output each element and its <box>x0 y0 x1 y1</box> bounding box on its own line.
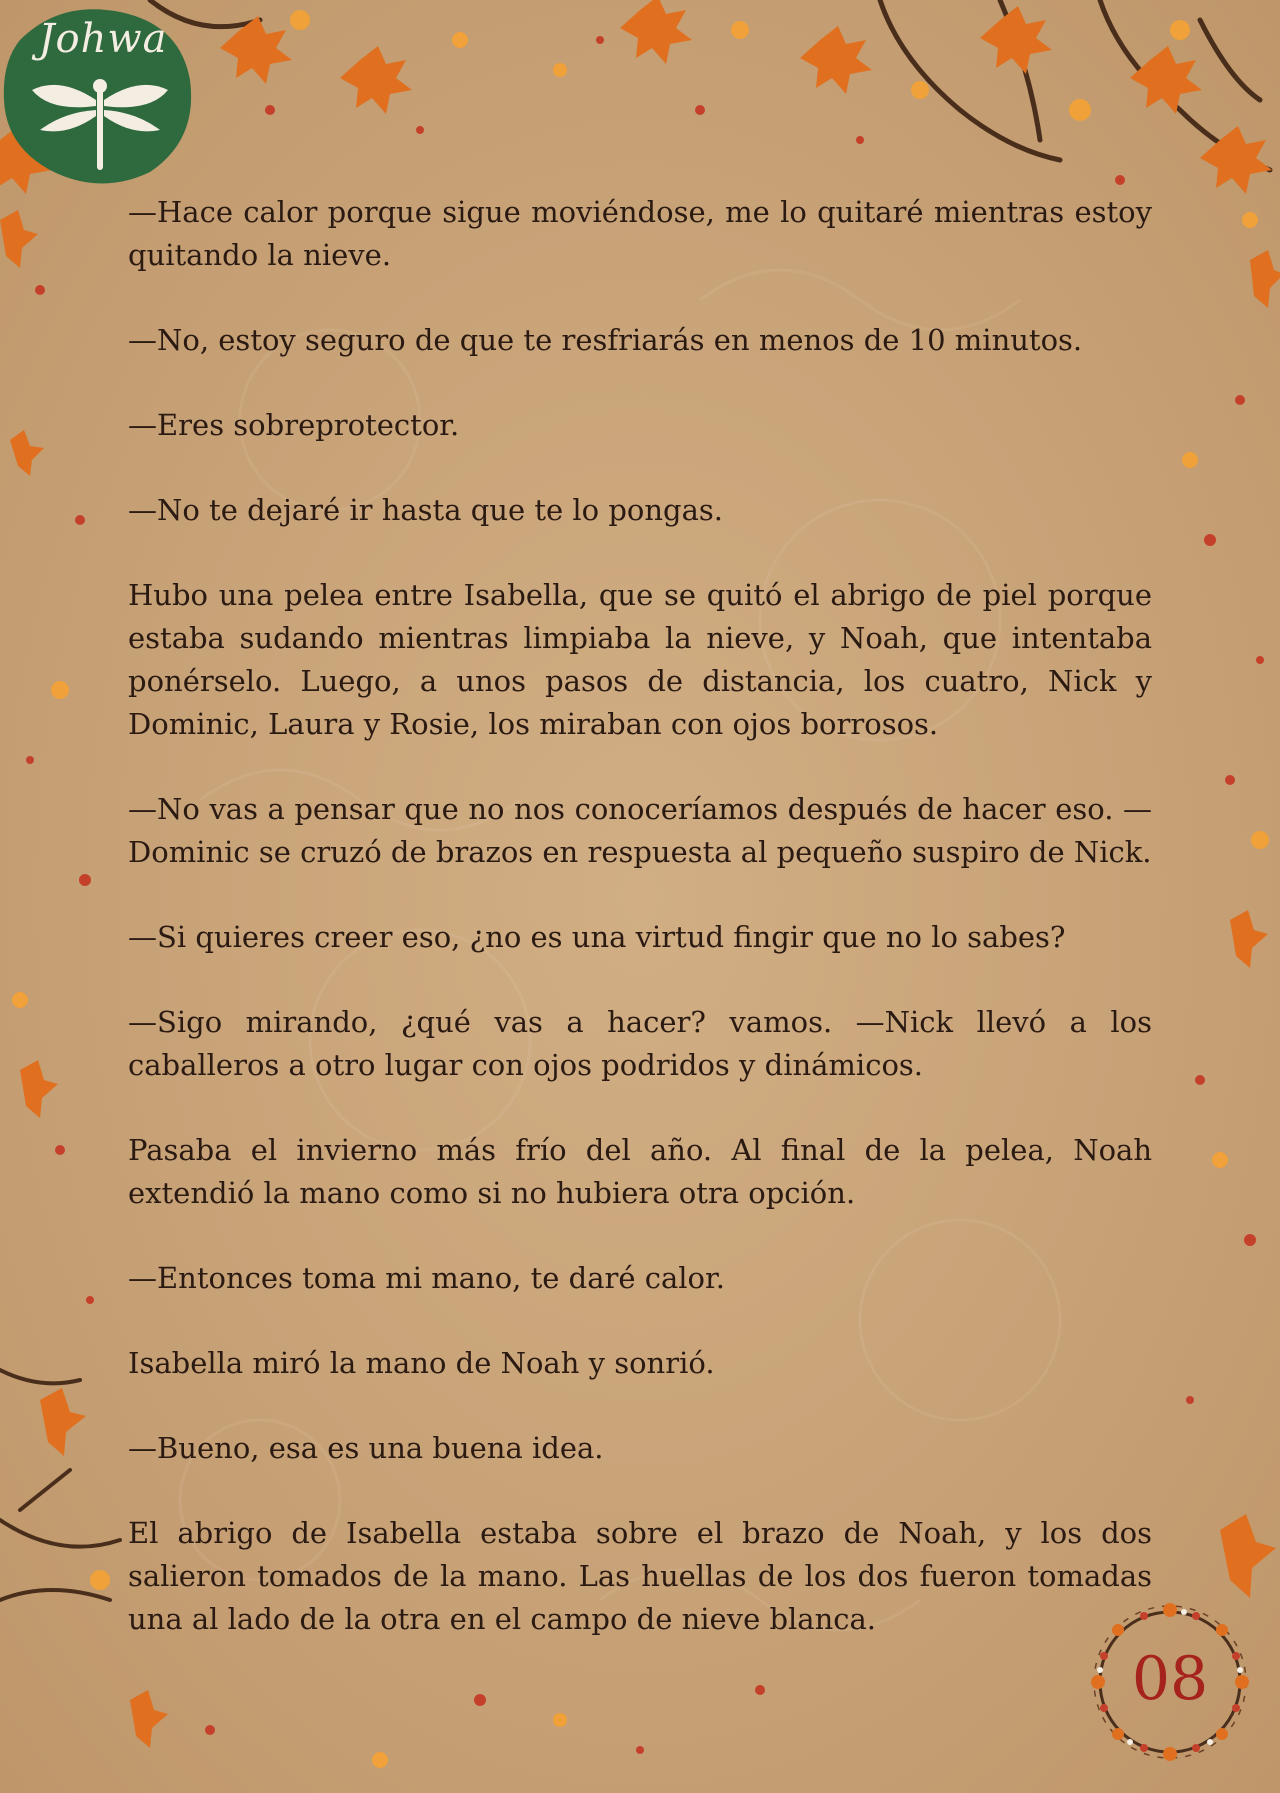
paragraph: —Si quieres creer eso, ¿no es una virtud fingir que no lo sabes? <box>128 920 1066 954</box>
paragraph: Hubo una pelea entre Isabella, que se quitó el abrigo de piel porque estaba sudando mientras limpiaba la nieve, y Noah, que intentaba ponérselo. Luego, a unos pasos de distancia, los cuatro, Nick y Dominic, Laura y Rosie, los miraban con ojos borrosos. <box>128 578 1152 741</box>
paragraph: Pasaba el invierno más frío del año. Al final de la pelea, Noah extendió la mano como si no hubiera otra opción. <box>128 1133 1152 1210</box>
paragraph: El abrigo de Isabella estaba sobre el brazo de Noah, y los dos salieron tomados de la mano. Las huellas de los dos fueron tomadas una al lado de la otra en el campo de nieve blanca. <box>128 1516 1152 1636</box>
page-number-badge <box>1080 1592 1260 1772</box>
dragonfly-icon <box>30 70 170 180</box>
paragraph: —Eres sobreprotector. <box>128 408 460 442</box>
paragraph: —No, estoy seguro de que te resfriarás en menos de 10 minutos. <box>128 323 1083 357</box>
paragraph: Isabella miró la mano de Noah y sonrió. <box>128 1346 715 1380</box>
page-number: 08 <box>1131 1644 1209 1714</box>
paragraph: —No vas a pensar que no nos conoceríamos después de hacer eso. —Dominic se cruzó de brazos en respuesta al pequeño suspiro de Nick. <box>128 792 1152 869</box>
logo-text: Johwa <box>38 16 168 62</box>
paragraph: —Hace calor porque sigue moviéndose, me lo quitaré mientras estoy quitando la nieve. <box>128 195 1152 272</box>
story-text <box>128 191 1152 1683</box>
paragraph: —Bueno, esa es una buena idea. <box>128 1431 604 1465</box>
paragraph: —Sigo mirando, ¿qué vas a hacer? vamos. —Nick llevó a los caballeros a otro lugar con ojos podridos y dinámicos. <box>128 1005 1152 1082</box>
brand-logo <box>0 0 200 200</box>
paragraph: —No te dejaré ir hasta que te lo pongas. <box>128 493 723 527</box>
paragraph: —Entonces toma mi mano, te daré calor. <box>128 1261 725 1295</box>
